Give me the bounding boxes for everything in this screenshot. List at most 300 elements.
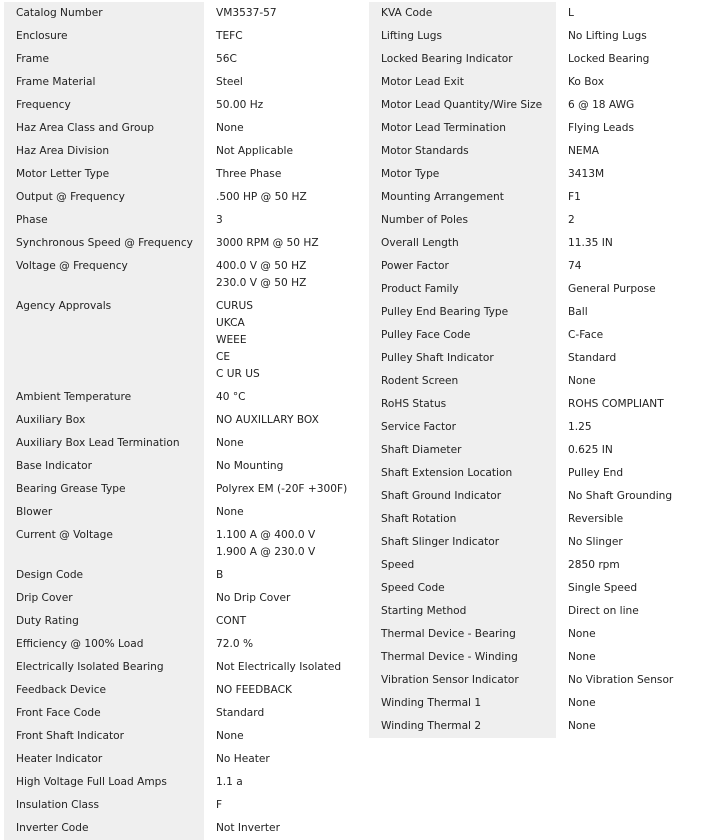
spec-label: Overall Length xyxy=(381,237,459,249)
spec-value-cell xyxy=(556,324,716,347)
spec-value: C-Face xyxy=(568,329,604,341)
spec-value: TEFC xyxy=(216,30,243,42)
spec-label: Locked Bearing Indicator xyxy=(381,53,513,65)
spec-value: Ko Box xyxy=(568,76,604,88)
spec-row-number-of-poles xyxy=(369,209,716,232)
spec-value-cell xyxy=(204,71,364,94)
spec-label: RoHS Status xyxy=(381,398,447,410)
spec-label: Vibration Sensor Indicator xyxy=(381,674,519,686)
spec-label: Voltage @ Frequency xyxy=(16,260,128,272)
spec-value-cell xyxy=(556,692,716,715)
spec-label-cell xyxy=(369,117,556,140)
spec-value-cell xyxy=(556,232,716,255)
spec-value: F1 xyxy=(568,191,581,203)
spec-label-cell xyxy=(369,416,556,439)
spec-row-synchronous-speed-frequency xyxy=(4,232,364,255)
spec-label-cell xyxy=(369,209,556,232)
spec-row-lifting-lugs xyxy=(369,25,716,48)
spec-label: Motor Lead Termination xyxy=(381,122,506,134)
spec-value-cell xyxy=(556,623,716,646)
spec-label-cell xyxy=(4,633,204,656)
spec-value: No Drip Cover xyxy=(216,592,291,604)
spec-row-thermal-device-bearing xyxy=(369,623,716,646)
spec-value-cell xyxy=(556,278,716,301)
spec-row-vibration-sensor-indicator xyxy=(369,669,716,692)
spec-label-cell xyxy=(4,501,204,524)
spec-row-rodent-screen xyxy=(369,370,716,393)
spec-row-shaft-ground-indicator xyxy=(369,485,716,508)
spec-value: NO AUXILLARY BOX xyxy=(216,414,319,426)
spec-value-cell xyxy=(556,2,716,25)
spec-label-cell xyxy=(369,370,556,393)
spec-label: Haz Area Division xyxy=(16,145,110,157)
spec-value: VM3537-57 xyxy=(216,7,277,19)
spec-row-front-face-code xyxy=(4,702,364,725)
spec-value: 74 xyxy=(568,260,582,272)
spec-label: Pulley Face Code xyxy=(381,329,471,341)
spec-value-cell xyxy=(204,409,364,432)
spec-value-cell xyxy=(204,501,364,524)
spec-row-pulley-end-bearing-type xyxy=(369,301,716,324)
spec-row-motor-type xyxy=(369,163,716,186)
spec-value: No Vibration Sensor xyxy=(568,674,674,686)
spec-row-motor-lead-exit xyxy=(369,71,716,94)
spec-label-cell xyxy=(369,347,556,370)
spec-value: 1.900 A @ 230.0 V xyxy=(216,546,316,558)
spec-value-cell xyxy=(204,232,364,255)
spec-value-cell xyxy=(556,669,716,692)
spec-value-cell xyxy=(556,646,716,669)
spec-row-duty-rating xyxy=(4,610,364,633)
spec-row-voltage-frequency xyxy=(4,255,364,295)
spec-value-cell xyxy=(556,94,716,117)
spec-value: NEMA xyxy=(568,145,600,157)
spec-label-cell xyxy=(369,393,556,416)
spec-label-cell xyxy=(4,564,204,587)
spec-value: No Slinger xyxy=(568,536,623,548)
spec-label-cell xyxy=(369,646,556,669)
spec-label: Phase xyxy=(16,214,48,226)
spec-value-cell xyxy=(204,633,364,656)
spec-value-cell xyxy=(556,508,716,531)
spec-value-cell xyxy=(204,794,364,817)
spec-label-cell xyxy=(369,669,556,692)
spec-label: Shaft Slinger Indicator xyxy=(381,536,500,548)
spec-value-cell xyxy=(556,393,716,416)
spec-value: 6 @ 18 AWG xyxy=(568,99,635,111)
spec-value-cell xyxy=(556,462,716,485)
spec-label-cell xyxy=(4,702,204,725)
spec-label-cell xyxy=(4,48,204,71)
spec-label: Drip Cover xyxy=(16,592,73,604)
spec-label: Thermal Device - Winding xyxy=(381,651,518,663)
spec-value-cell xyxy=(556,255,716,278)
spec-value: 400.0 V @ 50 HZ xyxy=(216,260,307,272)
spec-value: Ball xyxy=(568,306,588,318)
spec-row-kva-code xyxy=(369,2,716,25)
spec-row-output-frequency xyxy=(4,186,364,209)
spec-row-blower xyxy=(4,501,364,524)
spec-value: 50.00 Hz xyxy=(216,99,264,111)
spec-label: KVA Code xyxy=(381,7,433,19)
spec-label: Motor Lead Quantity/Wire Size xyxy=(381,99,543,111)
spec-value-cell xyxy=(556,600,716,623)
spec-value: No Heater xyxy=(216,753,270,765)
spec-label-cell xyxy=(369,186,556,209)
spec-row-feedback-device xyxy=(4,679,364,702)
spec-label-cell xyxy=(4,455,204,478)
spec-row-ambient-temperature xyxy=(4,386,364,409)
spec-value-cell xyxy=(556,209,716,232)
spec-label-cell xyxy=(4,25,204,48)
spec-label-cell xyxy=(369,577,556,600)
spec-label: Number of Poles xyxy=(381,214,468,226)
spec-label: Current @ Voltage xyxy=(16,529,113,541)
spec-label: Efficiency @ 100% Load xyxy=(16,638,144,650)
spec-row-haz-area-division xyxy=(4,140,364,163)
spec-value: Not Electrically Isolated xyxy=(216,661,342,673)
spec-row-electrically-isolated-bearing xyxy=(4,656,364,679)
spec-value-cell xyxy=(204,725,364,748)
spec-label: Inverter Code xyxy=(16,822,89,834)
spec-label: Bearing Grease Type xyxy=(16,483,126,495)
spec-value: 3413M xyxy=(568,168,605,180)
spec-value-cell xyxy=(556,416,716,439)
spec-value-cell xyxy=(556,140,716,163)
spec-value: None xyxy=(216,122,244,134)
spec-value-cell xyxy=(204,587,364,610)
spec-label-cell xyxy=(4,163,204,186)
spec-value: None xyxy=(568,697,596,709)
spec-value-cell xyxy=(204,163,364,186)
spec-value: 2850 rpm xyxy=(568,559,620,571)
spec-label: Motor Lead Exit xyxy=(381,76,464,88)
spec-label: Shaft Extension Location xyxy=(381,467,513,479)
spec-label-cell xyxy=(4,117,204,140)
spec-value-cell xyxy=(204,186,364,209)
spec-value: 56C xyxy=(216,53,237,65)
spec-label: Winding Thermal 2 xyxy=(381,720,482,732)
spec-label-cell xyxy=(369,600,556,623)
spec-label-cell xyxy=(4,794,204,817)
spec-row-rohs-status xyxy=(369,393,716,416)
spec-label-cell xyxy=(4,432,204,455)
spec-row-product-family xyxy=(369,278,716,301)
spec-label-cell xyxy=(4,587,204,610)
spec-row-efficiency-100-load xyxy=(4,633,364,656)
spec-value: Locked Bearing xyxy=(568,53,650,65)
spec-label-cell xyxy=(4,524,204,564)
spec-label: Front Shaft Indicator xyxy=(16,730,124,742)
spec-label-cell xyxy=(4,771,204,794)
spec-label: Feedback Device xyxy=(16,684,107,696)
spec-label-cell xyxy=(4,748,204,771)
spec-value: B xyxy=(216,569,224,581)
spec-row-drip-cover xyxy=(4,587,364,610)
spec-value: Direct on line xyxy=(568,605,639,617)
spec-row-thermal-device-winding xyxy=(369,646,716,669)
spec-value-cell xyxy=(556,577,716,600)
spec-value: General Purpose xyxy=(568,283,656,295)
spec-label-cell xyxy=(4,209,204,232)
spec-value: None xyxy=(216,506,244,518)
spec-value-cell xyxy=(556,485,716,508)
spec-value: 1.25 xyxy=(568,421,592,433)
spec-value-cell xyxy=(204,25,364,48)
spec-label-cell xyxy=(369,48,556,71)
spec-value: WEEE xyxy=(216,334,247,346)
spec-row-frame-material xyxy=(4,71,364,94)
spec-label: Starting Method xyxy=(381,605,467,617)
spec-row-auxiliary-box xyxy=(4,409,364,432)
spec-value: Three Phase xyxy=(216,168,282,180)
spec-label-cell xyxy=(4,71,204,94)
spec-row-agency-approvals xyxy=(4,295,364,386)
spec-label: Frame Material xyxy=(16,76,96,88)
spec-table-right xyxy=(369,2,716,738)
spec-label: Rodent Screen xyxy=(381,375,459,387)
spec-label-cell xyxy=(369,531,556,554)
spec-label-cell xyxy=(369,25,556,48)
spec-value: CE xyxy=(216,351,231,363)
spec-label: Catalog Number xyxy=(16,7,103,19)
spec-row-heater-indicator xyxy=(4,748,364,771)
spec-row-motor-standards xyxy=(369,140,716,163)
spec-value: .500 HP @ 50 HZ xyxy=(216,191,307,203)
spec-label-cell xyxy=(369,255,556,278)
spec-value-cell xyxy=(556,370,716,393)
spec-row-current-voltage xyxy=(4,524,364,564)
spec-row-shaft-extension-location xyxy=(369,462,716,485)
spec-label: Ambient Temperature xyxy=(16,391,132,403)
spec-row-high-voltage-full-load-amps xyxy=(4,771,364,794)
spec-value: None xyxy=(568,720,596,732)
spec-value-cell xyxy=(204,386,364,409)
spec-value: Not Applicable xyxy=(216,145,294,157)
spec-value-cell xyxy=(204,2,364,25)
spec-value: 72.0 % xyxy=(216,638,254,650)
spec-value: CURUS xyxy=(216,300,253,312)
spec-value: F xyxy=(216,799,223,811)
spec-label: Haz Area Class and Group xyxy=(16,122,154,134)
spec-label-cell xyxy=(4,386,204,409)
spec-value: NO FEEDBACK xyxy=(216,684,292,696)
spec-label: High Voltage Full Load Amps xyxy=(16,776,167,788)
spec-label: Auxiliary Box xyxy=(16,414,86,426)
spec-row-front-shaft-indicator xyxy=(4,725,364,748)
spec-value-cell xyxy=(556,715,716,738)
spec-row-starting-method xyxy=(369,600,716,623)
spec-label-cell xyxy=(369,715,556,738)
spec-label-cell xyxy=(369,301,556,324)
spec-row-insulation-class xyxy=(4,794,364,817)
spec-label: Service Factor xyxy=(381,421,456,433)
spec-row-bearing-grease-type xyxy=(4,478,364,501)
spec-value-cell xyxy=(204,432,364,455)
spec-label: Pulley Shaft Indicator xyxy=(381,352,494,364)
spec-label-cell xyxy=(4,478,204,501)
spec-label-cell xyxy=(369,462,556,485)
spec-label-cell xyxy=(4,679,204,702)
spec-row-motor-lead-termination xyxy=(369,117,716,140)
spec-row-pulley-shaft-indicator xyxy=(369,347,716,370)
spec-value: 3000 RPM @ 50 HZ xyxy=(216,237,319,249)
spec-row-speed-code xyxy=(369,577,716,600)
spec-row-frame xyxy=(4,48,364,71)
spec-value-cell xyxy=(204,117,364,140)
spec-value-cell xyxy=(204,679,364,702)
spec-value: None xyxy=(216,730,244,742)
spec-value: 230.0 V @ 50 HZ xyxy=(216,277,307,289)
spec-label: Mounting Arrangement xyxy=(381,191,504,203)
spec-value-cell xyxy=(556,25,716,48)
spec-value: 2 xyxy=(568,214,575,226)
spec-value-cell xyxy=(204,295,364,386)
spec-row-shaft-diameter xyxy=(369,439,716,462)
spec-value: None xyxy=(568,651,596,663)
spec-value-cell xyxy=(556,554,716,577)
spec-row-shaft-slinger-indicator xyxy=(369,531,716,554)
spec-value: None xyxy=(568,375,596,387)
spec-value: Standard xyxy=(216,707,265,719)
spec-label: Winding Thermal 1 xyxy=(381,697,482,709)
spec-label: Lifting Lugs xyxy=(381,30,442,42)
spec-value-cell xyxy=(204,94,364,117)
spec-label: Duty Rating xyxy=(16,615,79,627)
spec-value-cell xyxy=(556,439,716,462)
spec-label-cell xyxy=(369,2,556,25)
spec-row-catalog-number xyxy=(4,2,364,25)
spec-label: Shaft Ground Indicator xyxy=(381,490,502,502)
spec-value-cell xyxy=(556,117,716,140)
spec-label: Auxiliary Box Lead Termination xyxy=(16,437,180,449)
spec-value-cell xyxy=(204,48,364,71)
spec-value: Single Speed xyxy=(568,582,638,594)
spec-label-cell xyxy=(4,610,204,633)
spec-value: 1.1 a xyxy=(216,776,243,788)
spec-label-cell xyxy=(369,692,556,715)
spec-label-cell xyxy=(369,94,556,117)
spec-row-service-factor xyxy=(369,416,716,439)
spec-label-cell xyxy=(369,232,556,255)
spec-label: Speed xyxy=(381,559,415,571)
spec-label-cell xyxy=(369,508,556,531)
spec-label: Frame xyxy=(16,53,50,65)
spec-row-haz-area-class-and-group xyxy=(4,117,364,140)
spec-label: Agency Approvals xyxy=(16,300,112,312)
spec-label: Enclosure xyxy=(16,30,68,42)
spec-value: None xyxy=(568,628,596,640)
spec-label-cell xyxy=(4,656,204,679)
spec-label: Synchronous Speed @ Frequency xyxy=(16,237,193,249)
spec-row-design-code xyxy=(4,564,364,587)
spec-label: Insulation Class xyxy=(16,799,100,811)
spec-label-cell xyxy=(4,140,204,163)
spec-value-cell xyxy=(556,186,716,209)
spec-label-cell xyxy=(369,554,556,577)
spec-value-cell xyxy=(556,163,716,186)
spec-row-motor-lead-quantity-wire-size xyxy=(369,94,716,117)
spec-label-cell xyxy=(4,94,204,117)
spec-label-cell xyxy=(4,2,204,25)
spec-value: 3 xyxy=(216,214,223,226)
spec-label: Thermal Device - Bearing xyxy=(381,628,516,640)
spec-label: Base Indicator xyxy=(16,460,92,472)
spec-label: Motor Type xyxy=(381,168,440,180)
spec-label: Output @ Frequency xyxy=(16,191,125,203)
spec-value: Pulley End xyxy=(568,467,624,479)
spec-label: Heater Indicator xyxy=(16,753,103,765)
spec-label-cell xyxy=(369,623,556,646)
spec-value: Standard xyxy=(568,352,617,364)
spec-row-overall-length xyxy=(369,232,716,255)
spec-label-cell xyxy=(369,485,556,508)
spec-value-cell xyxy=(204,524,364,564)
spec-value: ROHS COMPLIANT xyxy=(568,398,664,410)
spec-label: Electrically Isolated Bearing xyxy=(16,661,164,673)
spec-label: Shaft Rotation xyxy=(381,513,457,525)
spec-value-cell xyxy=(204,209,364,232)
spec-value-cell xyxy=(204,564,364,587)
spec-value: Polyrex EM (-20F +300F) xyxy=(216,483,348,495)
spec-value-cell xyxy=(204,771,364,794)
spec-label-cell xyxy=(369,324,556,347)
spec-label: Frequency xyxy=(16,99,71,111)
spec-row-pulley-face-code xyxy=(369,324,716,347)
spec-label-cell xyxy=(369,439,556,462)
spec-value-cell xyxy=(204,656,364,679)
spec-value-cell xyxy=(204,455,364,478)
spec-value-cell xyxy=(204,748,364,771)
spec-label-cell xyxy=(4,255,204,295)
spec-label: Product Family xyxy=(381,283,459,295)
spec-value: No Mounting xyxy=(216,460,284,472)
spec-value: CONT xyxy=(216,615,247,627)
spec-label-cell xyxy=(369,71,556,94)
spec-value-cell xyxy=(204,478,364,501)
spec-label: Design Code xyxy=(16,569,84,581)
spec-row-phase xyxy=(4,209,364,232)
spec-value-cell xyxy=(556,71,716,94)
spec-value: Reversible xyxy=(568,513,624,525)
spec-value-cell xyxy=(556,48,716,71)
spec-label-cell xyxy=(369,140,556,163)
spec-table-left xyxy=(4,2,364,840)
spec-row-mounting-arrangement xyxy=(369,186,716,209)
spec-row-base-indicator xyxy=(4,455,364,478)
spec-row-speed xyxy=(369,554,716,577)
spec-value-cell xyxy=(204,140,364,163)
spec-value: Steel xyxy=(216,76,243,88)
spec-label: Blower xyxy=(16,506,53,518)
spec-value: Not Inverter xyxy=(216,822,280,834)
spec-label-cell xyxy=(4,186,204,209)
spec-value: Flying Leads xyxy=(568,122,635,134)
spec-label-cell xyxy=(369,163,556,186)
spec-row-frequency xyxy=(4,94,364,117)
spec-label-cell xyxy=(4,725,204,748)
spec-label: Pulley End Bearing Type xyxy=(381,306,509,318)
spec-row-shaft-rotation xyxy=(369,508,716,531)
spec-row-motor-letter-type xyxy=(4,163,364,186)
spec-label: Power Factor xyxy=(381,260,449,272)
spec-value-cell xyxy=(204,610,364,633)
spec-row-locked-bearing-indicator xyxy=(369,48,716,71)
spec-value-cell xyxy=(204,255,364,295)
spec-value: No Lifting Lugs xyxy=(568,30,647,42)
spec-value: 11.35 IN xyxy=(568,237,613,249)
spec-label: Front Face Code xyxy=(16,707,101,719)
